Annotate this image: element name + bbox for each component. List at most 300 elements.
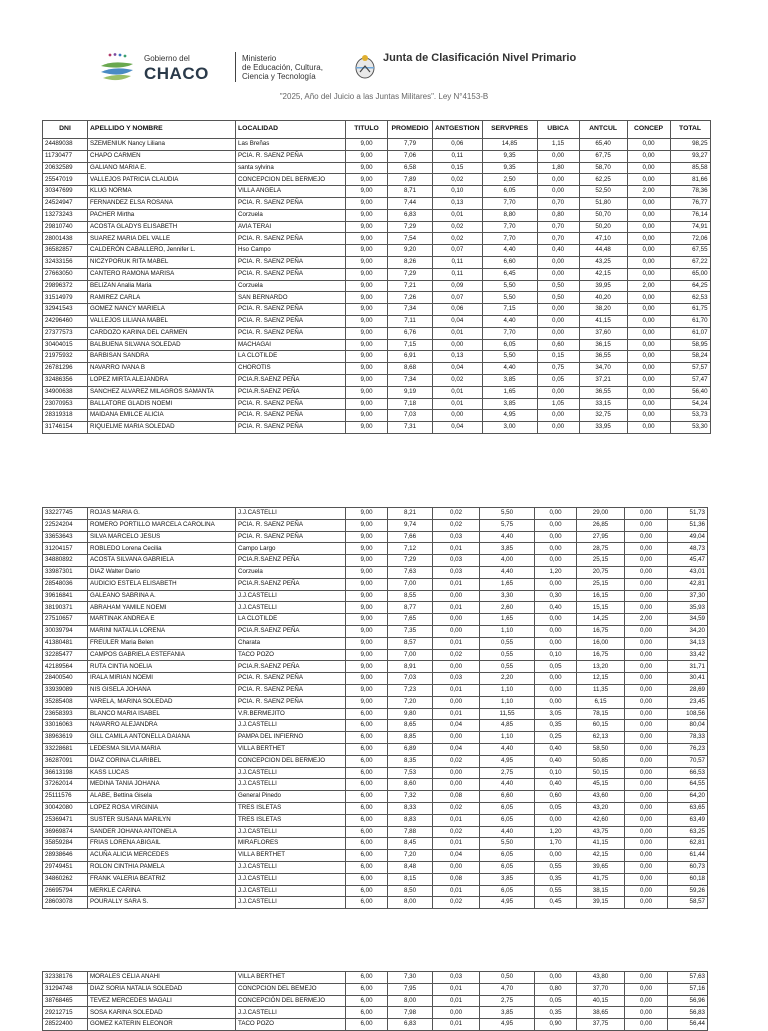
servpres-cell: 4,95 — [480, 897, 535, 909]
name-cell: ACOSTA GLADYS ELISABETH — [88, 221, 236, 233]
antgestion-cell: 0,01 — [433, 708, 480, 720]
antcul-cell: 39,65 — [577, 861, 625, 873]
titulo-cell: 9,00 — [346, 327, 388, 339]
antgestion-cell: 0,03 — [433, 566, 480, 578]
table-row — [43, 508, 708, 520]
servpres-cell: 4,95 — [480, 1019, 535, 1031]
titulo-cell: 6,00 — [346, 1007, 388, 1019]
antgestion-cell: 0,00 — [433, 767, 480, 779]
antcul-cell: 38,20 — [579, 304, 627, 316]
titulo-cell: 9,00 — [346, 398, 388, 410]
ubica-cell: 0,05 — [535, 802, 577, 814]
antcul-cell: 45,15 — [577, 779, 625, 791]
promedio-cell: 9,80 — [388, 708, 433, 720]
antgestion-cell: 0,00 — [433, 614, 480, 626]
antgestion-cell: 0,04 — [433, 315, 483, 327]
ubica-cell: 0,00 — [535, 684, 577, 696]
servpres-cell: 14,85 — [482, 139, 537, 151]
table-row — [43, 755, 708, 767]
ubica-cell: 0,50 — [537, 292, 579, 304]
column-header-name: APELLIDO Y NOMBRE — [88, 121, 236, 139]
antcul-cell: 37,60 — [579, 327, 627, 339]
concep-cell: 0,00 — [625, 1007, 668, 1019]
name-cell: ABRAHAM YAMILE NOEMI — [88, 602, 236, 614]
locality-cell: Corzuela — [236, 280, 346, 292]
column-header-locality: LOCALIDAD — [236, 121, 346, 139]
antgestion-cell: 0,03 — [433, 972, 480, 984]
promedio-cell: 6,91 — [388, 351, 433, 363]
column-header-antcul: ANTCUL — [579, 121, 627, 139]
table-row — [43, 339, 711, 351]
servpres-cell: 0,50 — [480, 972, 535, 984]
ubica-cell: 0,00 — [535, 555, 577, 567]
servpres-cell: 4,40 — [480, 779, 535, 791]
name-cell: NICZYPORUK RITA MABEL — [88, 256, 236, 268]
ubica-cell: 0,60 — [537, 339, 579, 351]
locality-cell: Las Breñas — [236, 139, 346, 151]
total-cell: 51,73 — [668, 508, 708, 520]
total-cell: 64,55 — [668, 779, 708, 791]
name-cell: MARINI NATALIA LORENA — [88, 625, 236, 637]
servpres-cell: 1,65 — [480, 578, 535, 590]
concep-cell: 0,00 — [627, 363, 670, 375]
name-cell: DIAZ Walter Dario — [88, 566, 236, 578]
dni-cell: 21975932 — [43, 351, 88, 363]
antcul-cell: 39,15 — [577, 897, 625, 909]
table-row — [43, 519, 708, 531]
table-row — [43, 221, 711, 233]
concep-cell: 0,00 — [625, 732, 668, 744]
concep-cell: 0,00 — [627, 268, 670, 280]
column-header-dni: DNI — [43, 121, 88, 139]
titulo-cell: 6,00 — [346, 720, 388, 732]
dni-cell: 24524947 — [43, 197, 88, 209]
antgestion-cell: 0,04 — [433, 850, 480, 862]
ubica-cell: 0,00 — [535, 814, 577, 826]
ubica-cell: 0,00 — [535, 543, 577, 555]
antgestion-cell: 0,13 — [433, 197, 483, 209]
servpres-cell: 1,65 — [482, 386, 537, 398]
concep-cell: 0,00 — [625, 972, 668, 984]
locality-cell: PCIA. R. SAENZ PEÑA — [236, 684, 346, 696]
antgestion-cell: 0,13 — [433, 351, 483, 363]
servpres-cell: 0,55 — [480, 637, 535, 649]
table-row — [43, 873, 708, 885]
column-header-servpres: SERVPRES — [482, 121, 537, 139]
antgestion-cell: 0,02 — [433, 755, 480, 767]
ubica-cell: 0,40 — [535, 755, 577, 767]
titulo-cell: 9,00 — [346, 292, 388, 304]
dni-cell: 32338176 — [43, 972, 88, 984]
titulo-cell: 9,00 — [346, 150, 388, 162]
ubica-cell: 1,80 — [537, 162, 579, 174]
titulo-cell: 6,00 — [346, 897, 388, 909]
antcul-cell: 14,25 — [577, 614, 625, 626]
total-cell: 58,57 — [668, 897, 708, 909]
table-row — [43, 602, 708, 614]
table-row — [43, 861, 708, 873]
total-cell: 62,53 — [670, 292, 710, 304]
antcul-cell: 16,00 — [577, 637, 625, 649]
ubica-cell: 1,05 — [537, 398, 579, 410]
antgestion-cell: 0,00 — [433, 1007, 480, 1019]
name-cell: MAIDANA EMILCE ALICIA — [88, 410, 236, 422]
total-cell: 34,59 — [668, 614, 708, 626]
concep-cell: 0,00 — [625, 861, 668, 873]
antcul-cell: 16,15 — [577, 590, 625, 602]
servpres-cell: 3,30 — [480, 590, 535, 602]
table-row — [43, 779, 708, 791]
name-cell: POURALLY SARA S. — [88, 897, 236, 909]
antgestion-cell: 0,00 — [433, 732, 480, 744]
table-row — [43, 578, 708, 590]
titulo-cell: 9,00 — [346, 602, 388, 614]
ubica-cell: 0,90 — [535, 1019, 577, 1031]
table-row — [43, 708, 708, 720]
antgestion-cell: 0,01 — [433, 398, 483, 410]
titulo-cell: 6,00 — [346, 767, 388, 779]
name-cell: VALLEJOS PATRICIA CLAUDIA — [88, 174, 236, 186]
antcul-cell: 36,55 — [579, 386, 627, 398]
name-cell: IRALA MIRIAN NOEMI — [88, 673, 236, 685]
total-cell: 56,83 — [668, 1007, 708, 1019]
titulo-cell: 9,00 — [346, 410, 388, 422]
total-cell: 34,20 — [668, 625, 708, 637]
chaco-leaf-icon — [98, 52, 136, 84]
dni-cell: 26781296 — [43, 363, 88, 375]
table-row — [43, 162, 711, 174]
concep-cell: 0,00 — [625, 543, 668, 555]
locality-cell: TRES ISLETAS — [236, 802, 346, 814]
antcul-cell: 42,15 — [577, 850, 625, 862]
ubica-cell: 0,00 — [535, 696, 577, 708]
name-cell: BALBUENA SILVANA SOLEDAD — [88, 339, 236, 351]
titulo-cell: 6,00 — [346, 983, 388, 995]
dni-cell: 27510657 — [43, 614, 88, 626]
dni-cell: 20632589 — [43, 162, 88, 174]
antcul-cell: 60,15 — [577, 720, 625, 732]
concep-cell: 0,00 — [625, 983, 668, 995]
antgestion-cell: 0,02 — [433, 802, 480, 814]
servpres-cell: 1,10 — [480, 732, 535, 744]
promedio-cell: 7,79 — [388, 139, 433, 151]
total-cell: 66,53 — [668, 767, 708, 779]
ubica-cell: 0,35 — [535, 720, 577, 732]
total-cell: 60,18 — [668, 873, 708, 885]
ministry-line: Ministerio — [242, 54, 277, 63]
table-body — [43, 972, 708, 1031]
titulo-cell: 9,00 — [346, 186, 388, 198]
concep-cell: 0,00 — [625, 779, 668, 791]
total-cell: 37,30 — [668, 590, 708, 602]
column-header-total: TOTAL — [670, 121, 710, 139]
name-cell: CHAPO CARMEN — [88, 150, 236, 162]
ubica-cell: 0,05 — [535, 995, 577, 1007]
antcul-cell: 6,15 — [577, 696, 625, 708]
locality-cell: MACHAGAI — [236, 339, 346, 351]
promedio-cell: 7,53 — [388, 767, 433, 779]
servpres-cell: 5,50 — [482, 292, 537, 304]
titulo-cell: 6,00 — [346, 791, 388, 803]
table-row — [43, 531, 708, 543]
table-row — [43, 374, 711, 386]
antgestion-cell: 0,02 — [433, 519, 480, 531]
ubica-cell: 0,00 — [537, 186, 579, 198]
titulo-cell: 9,00 — [346, 422, 388, 434]
ranking-table-continued — [42, 507, 708, 909]
dni-cell: 36613198 — [43, 767, 88, 779]
name-cell: PACHER Mirtha — [88, 209, 236, 221]
dni-cell: 38190371 — [43, 602, 88, 614]
antgestion-cell: 0,01 — [433, 386, 483, 398]
promedio-cell: 8,45 — [388, 838, 433, 850]
name-cell: FRIAS LORENA ABIGAIL — [88, 838, 236, 850]
total-cell: 53,30 — [670, 422, 710, 434]
titulo-cell: 6,00 — [346, 755, 388, 767]
ubica-cell: 0,00 — [537, 386, 579, 398]
name-cell: SANDER JOHANA ANTONELA — [88, 826, 236, 838]
total-cell: 45,47 — [668, 555, 708, 567]
table-body — [43, 139, 711, 434]
antcul-cell: 37,75 — [577, 1019, 625, 1031]
concep-cell: 0,00 — [625, 661, 668, 673]
promedio-cell: 7,54 — [388, 233, 433, 245]
antgestion-cell: 0,01 — [433, 1019, 480, 1031]
ubica-cell: 0,40 — [537, 245, 579, 257]
total-cell: 63,25 — [668, 826, 708, 838]
servpres-cell: 6,60 — [482, 256, 537, 268]
antcul-cell: 36,55 — [579, 351, 627, 363]
table-row — [43, 150, 711, 162]
antcul-cell: 39,95 — [579, 280, 627, 292]
table-row — [43, 684, 708, 696]
servpres-cell: 4,00 — [480, 555, 535, 567]
table-row — [43, 209, 711, 221]
antcul-cell: 38,15 — [577, 885, 625, 897]
promedio-cell: 9,20 — [388, 245, 433, 257]
promedio-cell: 8,71 — [388, 186, 433, 198]
servpres-cell: 4,40 — [480, 743, 535, 755]
table-row — [43, 743, 708, 755]
dni-cell: 29896372 — [43, 280, 88, 292]
servpres-cell: 4,40 — [480, 566, 535, 578]
name-cell: ROMERO PORTILLO MARCELA CAROLINA — [88, 519, 236, 531]
promedio-cell: 7,34 — [388, 304, 433, 316]
servpres-cell: 5,75 — [480, 519, 535, 531]
ubica-cell: 0,05 — [537, 374, 579, 386]
antgestion-cell: 0,01 — [433, 327, 483, 339]
ubica-cell: 0,55 — [535, 885, 577, 897]
name-cell: FERNANDEZ ELSA ROSANA — [88, 197, 236, 209]
total-cell: 48,73 — [668, 543, 708, 555]
total-cell: 33,42 — [668, 649, 708, 661]
total-cell: 61,07 — [670, 327, 710, 339]
locality-cell: PCIA.R.SAENZ PEÑA — [236, 661, 346, 673]
name-cell: SUSTER SUSANA MARILYN — [88, 814, 236, 826]
table-row — [43, 814, 708, 826]
ubica-cell: 1,15 — [537, 139, 579, 151]
table-row — [43, 732, 708, 744]
concep-cell: 0,00 — [627, 422, 670, 434]
antgestion-cell: 0,03 — [433, 531, 480, 543]
total-cell: 58,24 — [670, 351, 710, 363]
titulo-cell: 6,00 — [346, 972, 388, 984]
concep-cell: 2,00 — [627, 186, 670, 198]
column-header-antgestion: ANTGESTION — [433, 121, 483, 139]
locality-cell: J.J.CASTELLI — [236, 720, 346, 732]
antgestion-cell: 0,07 — [433, 292, 483, 304]
ubica-cell: 1,20 — [535, 826, 577, 838]
dni-cell: 23658393 — [43, 708, 88, 720]
antgestion-cell: 0,11 — [433, 150, 483, 162]
promedio-cell: 7,31 — [388, 422, 433, 434]
servpres-cell: 4,40 — [482, 315, 537, 327]
antcul-cell: 12,15 — [577, 673, 625, 685]
antcul-cell: 43,75 — [577, 826, 625, 838]
servpres-cell: 7,70 — [482, 197, 537, 209]
servpres-cell: 5,50 — [482, 351, 537, 363]
locality-cell: J.J.CASTELLI — [236, 1007, 346, 1019]
name-cell: KASS LUCAS — [88, 767, 236, 779]
total-cell: 28,69 — [668, 684, 708, 696]
ubica-cell: 1,20 — [535, 566, 577, 578]
promedio-cell: 8,21 — [388, 508, 433, 520]
dni-cell: 24489038 — [43, 139, 88, 151]
concep-cell: 0,00 — [625, 850, 668, 862]
ubica-cell: 0,00 — [535, 614, 577, 626]
table-row — [43, 315, 711, 327]
promedio-cell: 7,66 — [388, 531, 433, 543]
promedio-cell: 6,89 — [388, 743, 433, 755]
servpres-cell: 4,40 — [480, 826, 535, 838]
antcul-cell: 29,00 — [577, 508, 625, 520]
concep-cell: 0,00 — [625, 995, 668, 1007]
locality-cell: PCIA. R. SAENZ PEÑA — [236, 696, 346, 708]
concep-cell: 0,00 — [625, 684, 668, 696]
table-row — [43, 543, 708, 555]
dni-cell: 25111576 — [43, 791, 88, 803]
titulo-cell: 9,00 — [346, 661, 388, 673]
name-cell: VARELA, MARINA SOLEDAD — [88, 696, 236, 708]
ubica-cell: 0,00 — [535, 625, 577, 637]
antgestion-cell: 0,08 — [433, 873, 480, 885]
table-row — [43, 280, 711, 292]
antcul-cell: 67,75 — [579, 150, 627, 162]
antcul-cell: 25,15 — [577, 555, 625, 567]
titulo-cell: 6,00 — [346, 861, 388, 873]
locality-cell: PCIA. R. SAENZ PEÑA — [236, 327, 346, 339]
titulo-cell: 6,00 — [346, 1019, 388, 1031]
ubica-cell: 0,15 — [537, 351, 579, 363]
promedio-cell: 7,20 — [388, 850, 433, 862]
promedio-cell: 6,83 — [388, 1019, 433, 1031]
antgestion-cell: 0,04 — [433, 422, 483, 434]
concep-cell: 0,00 — [625, 720, 668, 732]
titulo-cell: 9,00 — [346, 649, 388, 661]
concep-cell: 0,00 — [625, 555, 668, 567]
promedio-cell: 7,34 — [388, 374, 433, 386]
servpres-cell: 5,50 — [480, 838, 535, 850]
servpres-cell: 4,40 — [482, 245, 537, 257]
locality-cell: Corzuela — [236, 209, 346, 221]
ubica-cell: 0,00 — [537, 327, 579, 339]
ubica-cell: 0,05 — [535, 661, 577, 673]
dni-cell: 32486356 — [43, 374, 88, 386]
antcul-cell: 58,50 — [577, 743, 625, 755]
antgestion-cell: 0,00 — [433, 339, 483, 351]
table-row — [43, 398, 711, 410]
antgestion-cell: 0,04 — [433, 743, 480, 755]
locality-cell: PCIA. R. SAENZ PEÑA — [236, 197, 346, 209]
table-row — [43, 197, 711, 209]
antcul-cell: 37,21 — [579, 374, 627, 386]
promedio-cell: 7,35 — [388, 625, 433, 637]
titulo-cell: 6,00 — [346, 885, 388, 897]
table-row — [43, 233, 711, 245]
servpres-cell: 0,55 — [480, 649, 535, 661]
ubica-cell: 0,00 — [535, 531, 577, 543]
table-row — [43, 983, 708, 995]
total-cell: 67,55 — [670, 245, 710, 257]
junta-title: Junta de Clasificación Nivel Primario — [383, 52, 577, 64]
titulo-cell: 9,00 — [346, 197, 388, 209]
titulo-cell: 9,00 — [346, 590, 388, 602]
locality-cell: PCIA. R. SAENZ PEÑA — [236, 519, 346, 531]
chaco-government-logo — [98, 48, 230, 90]
titulo-cell: 9,00 — [346, 374, 388, 386]
total-cell: 63,65 — [668, 802, 708, 814]
antgestion-cell: 0,02 — [433, 508, 480, 520]
titulo-cell: 6,00 — [346, 826, 388, 838]
promedio-cell: 8,85 — [388, 732, 433, 744]
locality-cell: CONCEPCION DEL BERMEJO — [236, 755, 346, 767]
promedio-cell: 7,23 — [388, 684, 433, 696]
promedio-cell: 8,60 — [388, 779, 433, 791]
table-row — [43, 625, 708, 637]
total-cell: 57,47 — [670, 374, 710, 386]
titulo-cell: 6,00 — [346, 850, 388, 862]
concep-cell: 0,00 — [627, 150, 670, 162]
dni-cell: 39616841 — [43, 590, 88, 602]
locality-cell: PCIA. R. SAENZ PEÑA — [236, 315, 346, 327]
name-cell: MARTINAK ANDREA E — [88, 614, 236, 626]
total-cell: 31,71 — [668, 661, 708, 673]
dni-cell: 35285408 — [43, 696, 88, 708]
concep-cell: 0,00 — [627, 339, 670, 351]
dni-cell: 38768465 — [43, 995, 88, 1007]
ministry-name — [242, 54, 323, 81]
dni-cell: 25369471 — [43, 814, 88, 826]
titulo-cell: 6,00 — [346, 732, 388, 744]
dni-cell: 31514979 — [43, 292, 88, 304]
total-cell: 54,24 — [670, 398, 710, 410]
servpres-cell: 11,55 — [480, 708, 535, 720]
total-cell: 35,93 — [668, 602, 708, 614]
dni-cell: 41380481 — [43, 637, 88, 649]
table-row — [43, 897, 708, 909]
table-row — [43, 661, 708, 673]
column-header-concep: CONCEP — [627, 121, 670, 139]
antgestion-cell: 0,02 — [433, 826, 480, 838]
concep-cell: 0,00 — [627, 162, 670, 174]
antgestion-cell: 0,06 — [433, 304, 483, 316]
dni-cell: 22524204 — [43, 519, 88, 531]
name-cell: ROBLEDO Lorena Cecilia — [88, 543, 236, 555]
antgestion-cell: 0,01 — [433, 995, 480, 1007]
antcul-cell: 36,15 — [579, 339, 627, 351]
promedio-cell: 8,48 — [388, 861, 433, 873]
promedio-cell: 9,74 — [388, 519, 433, 531]
